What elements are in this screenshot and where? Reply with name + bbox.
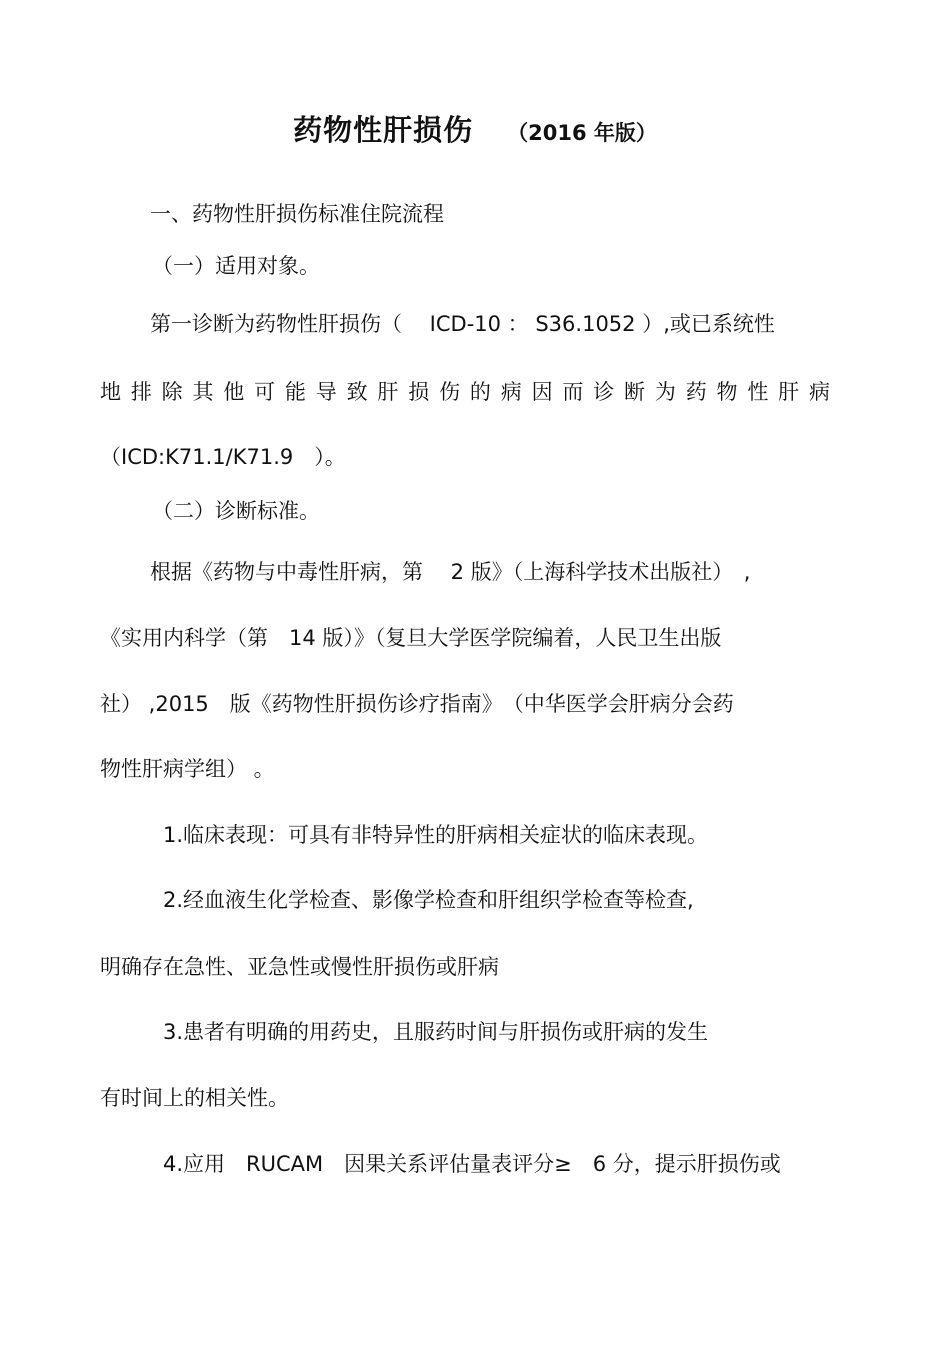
subsection-heading-applicable: （一）适用对象。	[152, 254, 320, 278]
subsection-heading-diagnosis: （二）诊断标准。	[152, 499, 320, 523]
section-heading-1: 一、药物性肝损伤标准住院流程	[150, 202, 444, 226]
paragraph-line: 《实用内科学（第 14 版）》（复旦大学医学院编着，人民卫生出版	[100, 626, 722, 650]
list-item: 2.经血液生化学检查、影像学检查和肝组织学检查等检查,	[163, 888, 694, 912]
paragraph-line: 物性肝病学组） 。	[100, 757, 275, 781]
paragraph-line: 第一诊断为药物性肝损伤（ ICD-10 ： S36.1052 ）,或已系统性	[150, 312, 775, 336]
paragraph-line: 根据《药物与中毒性肝病，第 2 版》（上海科学技术出版社） ,	[150, 560, 751, 584]
document-title	[0, 108, 950, 149]
list-item: 3.患者有明确的用药史，且服药时间与肝损伤或肝病的发生	[163, 1020, 709, 1044]
list-item: 1.临床表现：可具有非特异性的肝病相关症状的临床表现。	[163, 823, 709, 847]
title-edition: （2016 年版）	[507, 121, 657, 145]
title-text: 药物性肝损伤	[293, 113, 474, 147]
paragraph-line: 社） ,2015 版《药物性肝损伤诊疗指南》 （中华医学会肝病分会药	[100, 692, 734, 716]
paragraph-line: 地排除其他可能导致肝损伤的病因而诊断为药物性肝病	[100, 380, 830, 404]
paragraph-line: （ICD:K71.1/K71.9 ）。	[100, 445, 346, 469]
list-item-continuation: 明确存在急性、亚急性或慢性肝损伤或肝病	[100, 955, 499, 979]
list-item-continuation: 有时间上的相关性。	[100, 1086, 289, 1110]
list-item: 4.应用 RUCAM 因果关系评估量表评分≥ 6 分，提示肝损伤或	[163, 1152, 781, 1176]
